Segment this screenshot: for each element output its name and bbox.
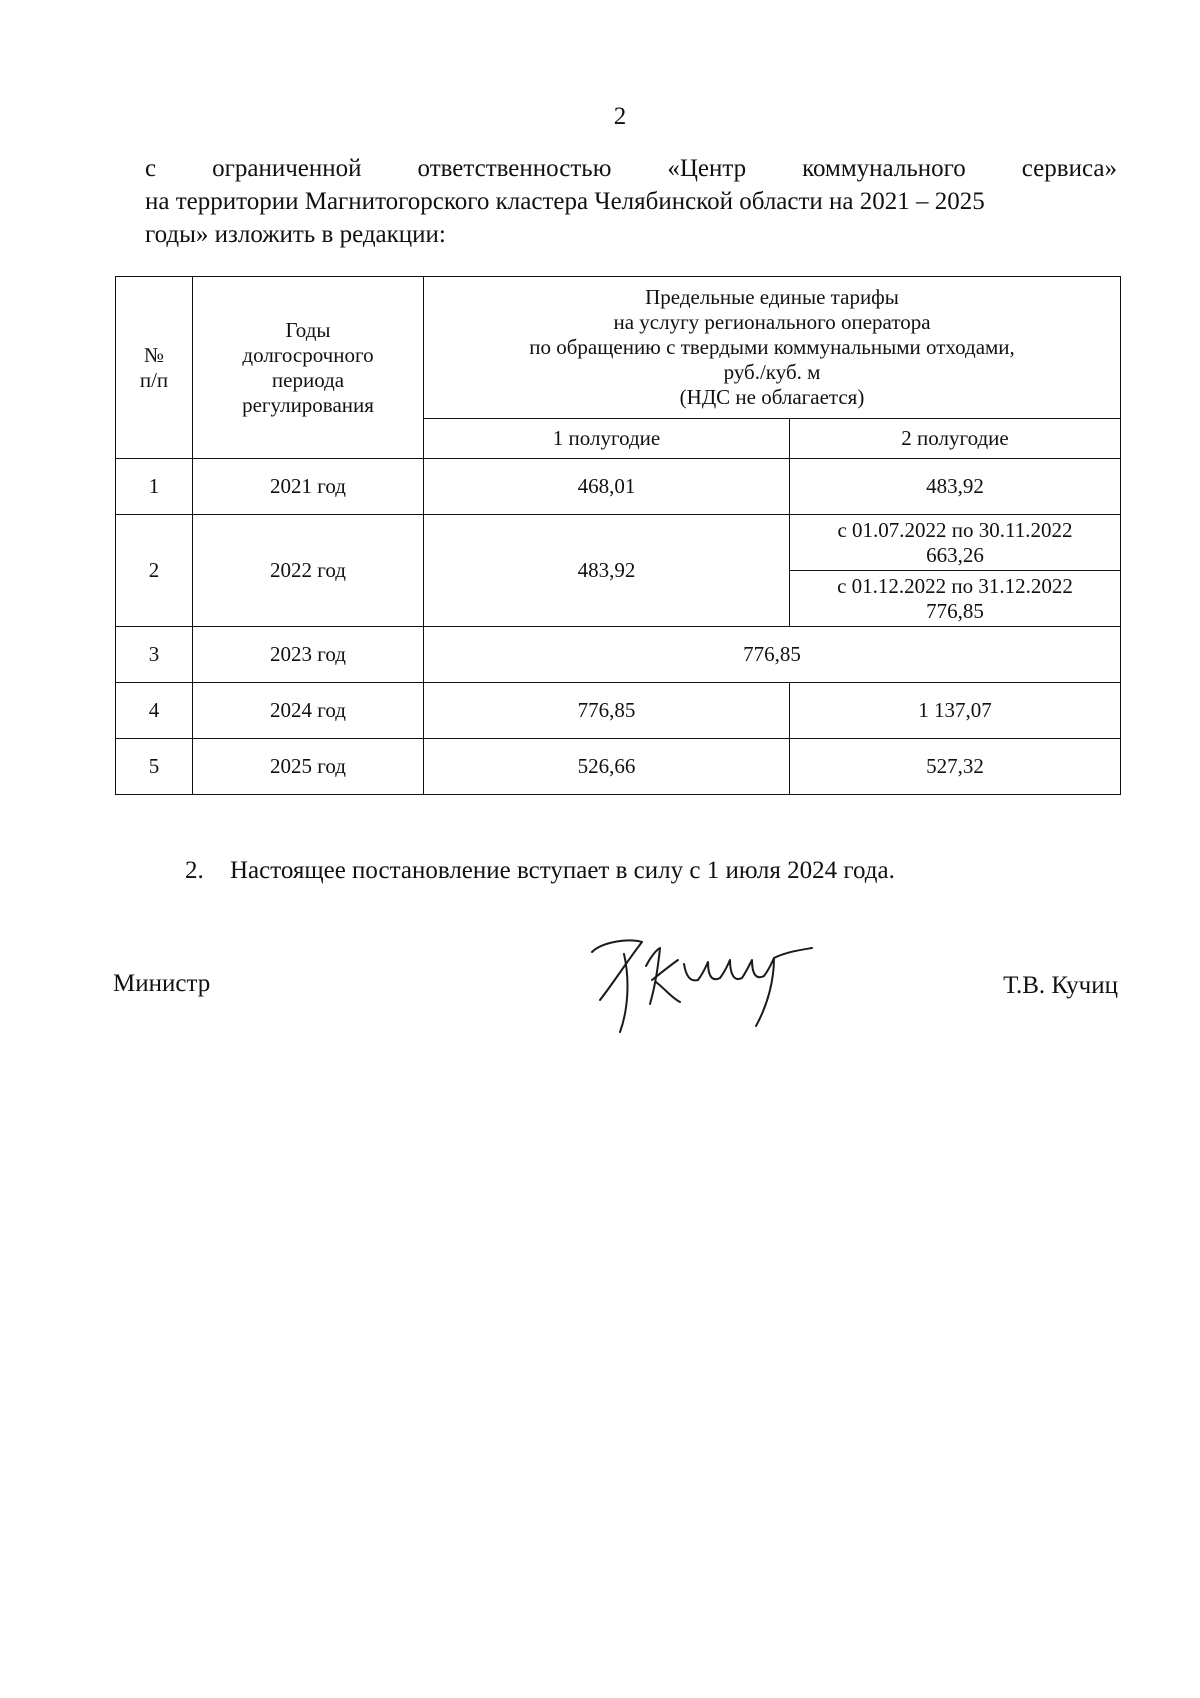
page-number: 2 <box>613 103 627 130</box>
clause-text: Настоящее постановление вступает в силу с 1 июля 2024 года. <box>230 857 895 884</box>
header-tariffs: Предельные единые тарифы на услугу регионального оператора по обращению с твердыми коммунальными отходами, руб./куб. м (НДС не облагается) <box>424 277 1121 419</box>
cell-year: 2021 год <box>193 459 424 515</box>
cell-num: 1 <box>116 459 193 515</box>
intro-line-2: на территории Магнитогорского кластера Челябинской области на 2021 – 2025 <box>145 188 985 215</box>
clause-2 <box>185 857 895 885</box>
intro-word: коммунального <box>802 155 966 182</box>
handwritten-signature <box>580 920 820 1040</box>
tariff-table <box>115 276 1121 795</box>
cell-half-2-part-1: с 01.07.2022 по 30.11.2022 663,26 <box>790 515 1121 571</box>
header-half-2: 2 полугодие <box>790 419 1121 459</box>
header-half-1: 1 полугодие <box>424 419 790 459</box>
signatory-name: Т.В. Кучиц <box>1003 972 1118 999</box>
table-row <box>116 739 1121 795</box>
header-years: Годы долгосрочного периода регулирования <box>193 277 424 459</box>
cell-year: 2025 год <box>193 739 424 795</box>
intro-word: ограниченной <box>212 155 362 182</box>
cell-half-2: 483,92 <box>790 459 1121 515</box>
cell-half-1: 526,66 <box>424 739 790 795</box>
cell-year: 2023 год <box>193 627 424 683</box>
intro-paragraph <box>145 152 1117 251</box>
signatory-position: Министр <box>113 970 211 997</box>
cell-num: 3 <box>116 627 193 683</box>
cell-year: 2022 год <box>193 515 424 627</box>
cell-half-1: 468,01 <box>424 459 790 515</box>
intro-line-1 <box>145 152 1117 185</box>
cell-half-2: 1 137,07 <box>790 683 1121 739</box>
cell-num: 5 <box>116 739 193 795</box>
cell-year: 2024 год <box>193 683 424 739</box>
table-row <box>116 627 1121 683</box>
cell-half-2: 527,32 <box>790 739 1121 795</box>
intro-word: сервиса» <box>1021 155 1117 182</box>
clause-number: 2. <box>185 857 204 884</box>
intro-line-3: годы» изложить в редакции: <box>145 221 446 248</box>
cell-half-1: 776,85 <box>424 683 790 739</box>
cell-half-2-part-2: с 01.12.2022 по 31.12.2022 776,85 <box>790 571 1121 627</box>
table-row <box>116 459 1121 515</box>
cell-num: 2 <box>116 515 193 627</box>
cell-half-1: 483,92 <box>424 515 790 627</box>
cell-num: 4 <box>116 683 193 739</box>
intro-word: ответственностью <box>417 155 612 182</box>
intro-word: с <box>145 155 157 182</box>
table-row <box>116 515 1121 571</box>
table-row <box>116 683 1121 739</box>
intro-word: «Центр <box>667 155 747 182</box>
header-num: № п/п <box>116 277 193 459</box>
cell-merged: 776,85 <box>424 627 1121 683</box>
